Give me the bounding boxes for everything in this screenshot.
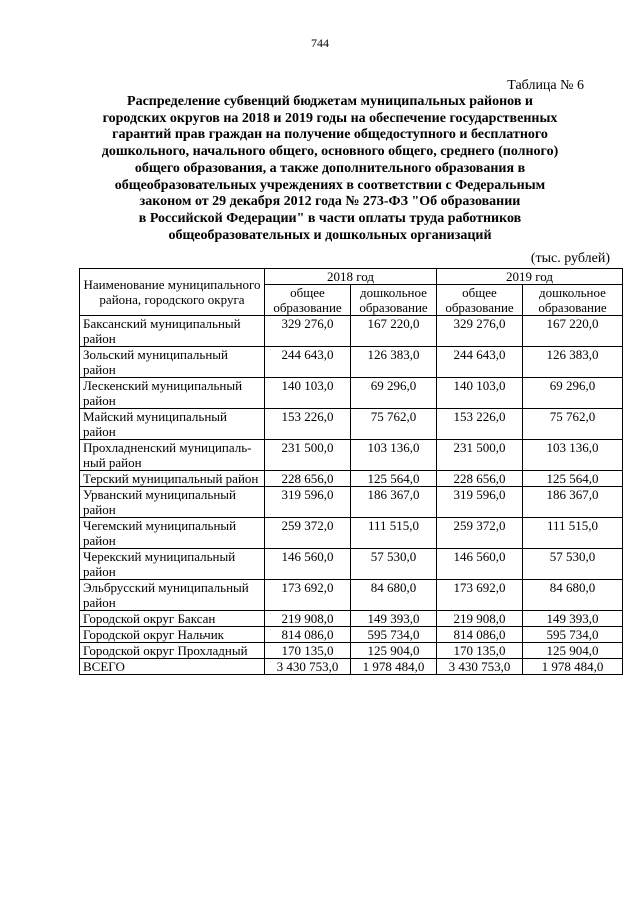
cell-general-2018: 153 226,0 bbox=[265, 409, 351, 440]
cell-preschool-2018: 125 564,0 bbox=[351, 471, 437, 487]
cell-general-2019: 259 372,0 bbox=[437, 518, 523, 549]
cell-preschool-2019: 111 515,0 bbox=[523, 518, 623, 549]
cell-preschool-2018: 84 680,0 bbox=[351, 580, 437, 611]
title-line: городских округов на 2018 и 2019 годы на обеспечение государственных bbox=[102, 110, 558, 126]
cell-general-2018: 319 596,0 bbox=[265, 487, 351, 518]
cell-general-2018: 329 276,0 bbox=[265, 316, 351, 347]
cell-preschool-2019: 595 734,0 bbox=[523, 627, 623, 643]
row-name: Терский муниципальный район bbox=[80, 471, 265, 487]
row-name: Эльбрусский муниципальный район bbox=[80, 580, 265, 611]
header-general-2019: общее образование bbox=[437, 285, 523, 316]
title-line: общеобразовательных учреждениях в соответствии с Федеральным bbox=[114, 177, 546, 193]
cell-general-2018: 814 086,0 bbox=[265, 627, 351, 643]
header-name: Наименование муниципального района, городского округа bbox=[80, 269, 265, 316]
cell-preschool-2018: 186 367,0 bbox=[351, 487, 437, 518]
cell-preschool-2018: 125 904,0 bbox=[351, 643, 437, 659]
cell-preschool-2019: 75 762,0 bbox=[523, 409, 623, 440]
header-year-2019: 2019 год bbox=[437, 269, 623, 285]
cell-general-2019: 140 103,0 bbox=[437, 378, 523, 409]
row-name: Городской округ Нальчик bbox=[80, 627, 265, 643]
cell-general-2018: 140 103,0 bbox=[265, 378, 351, 409]
cell-preschool-2018: 57 530,0 bbox=[351, 549, 437, 580]
cell-preschool-2019: 103 136,0 bbox=[523, 440, 623, 471]
row-name: Зольский муниципальный район bbox=[80, 347, 265, 378]
title-line: законом от 29 декабря 2012 года № 273-ФЗ "Об образовании bbox=[139, 194, 521, 210]
cell-general-2019: 3 430 753,0 bbox=[437, 659, 523, 675]
cell-general-2018: 244 643,0 bbox=[265, 347, 351, 378]
table-row-total bbox=[80, 659, 623, 675]
cell-general-2019: 329 276,0 bbox=[437, 316, 523, 347]
table-row bbox=[80, 549, 623, 580]
row-name: Чегемский муниципальный район bbox=[80, 518, 265, 549]
table-row bbox=[80, 316, 623, 347]
row-name: Городской округ Баксан bbox=[80, 611, 265, 627]
cell-general-2018: 219 908,0 bbox=[265, 611, 351, 627]
cell-preschool-2019: 125 904,0 bbox=[523, 643, 623, 659]
title-line: гарантий прав граждан на получение общедоступного и бесплатного bbox=[112, 127, 548, 143]
table-row bbox=[80, 409, 623, 440]
header-general-2018: общее образование bbox=[265, 285, 351, 316]
cell-preschool-2019: 57 530,0 bbox=[523, 549, 623, 580]
table-row bbox=[80, 518, 623, 549]
cell-preschool-2019: 186 367,0 bbox=[523, 487, 623, 518]
row-name: Баксанский муниципальный район bbox=[80, 316, 265, 347]
cell-general-2018: 170 135,0 bbox=[265, 643, 351, 659]
cell-preschool-2018: 126 383,0 bbox=[351, 347, 437, 378]
cell-general-2019: 153 226,0 bbox=[437, 409, 523, 440]
table-row bbox=[80, 471, 623, 487]
cell-preschool-2018: 1 978 484,0 bbox=[351, 659, 437, 675]
table-row bbox=[80, 347, 623, 378]
table-row bbox=[80, 580, 623, 611]
cell-preschool-2018: 75 762,0 bbox=[351, 409, 437, 440]
cell-general-2019: 146 560,0 bbox=[437, 549, 523, 580]
header-preschool-2019: дошкольное образование bbox=[523, 285, 623, 316]
cell-general-2018: 173 692,0 bbox=[265, 580, 351, 611]
cell-general-2018: 231 500,0 bbox=[265, 440, 351, 471]
cell-general-2019: 173 692,0 bbox=[437, 580, 523, 611]
cell-general-2018: 259 372,0 bbox=[265, 518, 351, 549]
title-line: дошкольного, начального общего, основного общего, среднего (полного) bbox=[101, 144, 559, 160]
units-label: (тыс. рублей) bbox=[530, 251, 610, 266]
cell-preschool-2019: 1 978 484,0 bbox=[523, 659, 623, 675]
row-name: Городской округ Прохладный bbox=[80, 643, 265, 659]
header-preschool-2018: дошкольное образование bbox=[351, 285, 437, 316]
cell-preschool-2019: 149 393,0 bbox=[523, 611, 623, 627]
title-line: в Российской Федерации" в части оплаты труда работников bbox=[138, 210, 522, 226]
cell-general-2018: 228 656,0 bbox=[265, 471, 351, 487]
table-title bbox=[90, 94, 570, 244]
subvention-table bbox=[79, 268, 623, 675]
cell-preschool-2018: 167 220,0 bbox=[351, 316, 437, 347]
row-name: ВСЕГО bbox=[80, 659, 265, 675]
table-row bbox=[80, 487, 623, 518]
table-row bbox=[80, 611, 623, 627]
cell-general-2019: 219 908,0 bbox=[437, 611, 523, 627]
row-name: Майский муниципальный район bbox=[80, 409, 265, 440]
title-line: общеобразовательных и дошкольных организаций bbox=[168, 227, 492, 243]
cell-preschool-2018: 149 393,0 bbox=[351, 611, 437, 627]
table-label: Таблица № 6 bbox=[507, 78, 584, 93]
cell-general-2019: 319 596,0 bbox=[437, 487, 523, 518]
cell-general-2019: 170 135,0 bbox=[437, 643, 523, 659]
cell-general-2019: 228 656,0 bbox=[437, 471, 523, 487]
cell-preschool-2019: 167 220,0 bbox=[523, 316, 623, 347]
cell-general-2018: 146 560,0 bbox=[265, 549, 351, 580]
cell-general-2019: 231 500,0 bbox=[437, 440, 523, 471]
table-row bbox=[80, 440, 623, 471]
cell-preschool-2019: 125 564,0 bbox=[523, 471, 623, 487]
cell-preschool-2019: 126 383,0 bbox=[523, 347, 623, 378]
cell-general-2019: 244 643,0 bbox=[437, 347, 523, 378]
row-name: Урванский муниципальный район bbox=[80, 487, 265, 518]
title-line: Распределение субвенций бюджетам муниципальных районов и bbox=[127, 94, 533, 109]
cell-preschool-2019: 69 296,0 bbox=[523, 378, 623, 409]
row-name: Прохладненский муниципаль-ный район bbox=[80, 440, 265, 471]
cell-general-2018: 3 430 753,0 bbox=[265, 659, 351, 675]
header-year-2018: 2018 год bbox=[265, 269, 437, 285]
row-name: Черекский муниципальный район bbox=[80, 549, 265, 580]
title-line: общего образования, а также дополнительного образования в bbox=[134, 160, 526, 176]
cell-preschool-2018: 103 136,0 bbox=[351, 440, 437, 471]
cell-preschool-2019: 84 680,0 bbox=[523, 580, 623, 611]
cell-preschool-2018: 595 734,0 bbox=[351, 627, 437, 643]
page-number: 744 bbox=[311, 36, 329, 50]
table-row bbox=[80, 643, 623, 659]
row-name: Лескенский муниципальный район bbox=[80, 378, 265, 409]
cell-preschool-2018: 111 515,0 bbox=[351, 518, 437, 549]
table-row bbox=[80, 627, 623, 643]
cell-preschool-2018: 69 296,0 bbox=[351, 378, 437, 409]
cell-general-2019: 814 086,0 bbox=[437, 627, 523, 643]
table-row bbox=[80, 378, 623, 409]
